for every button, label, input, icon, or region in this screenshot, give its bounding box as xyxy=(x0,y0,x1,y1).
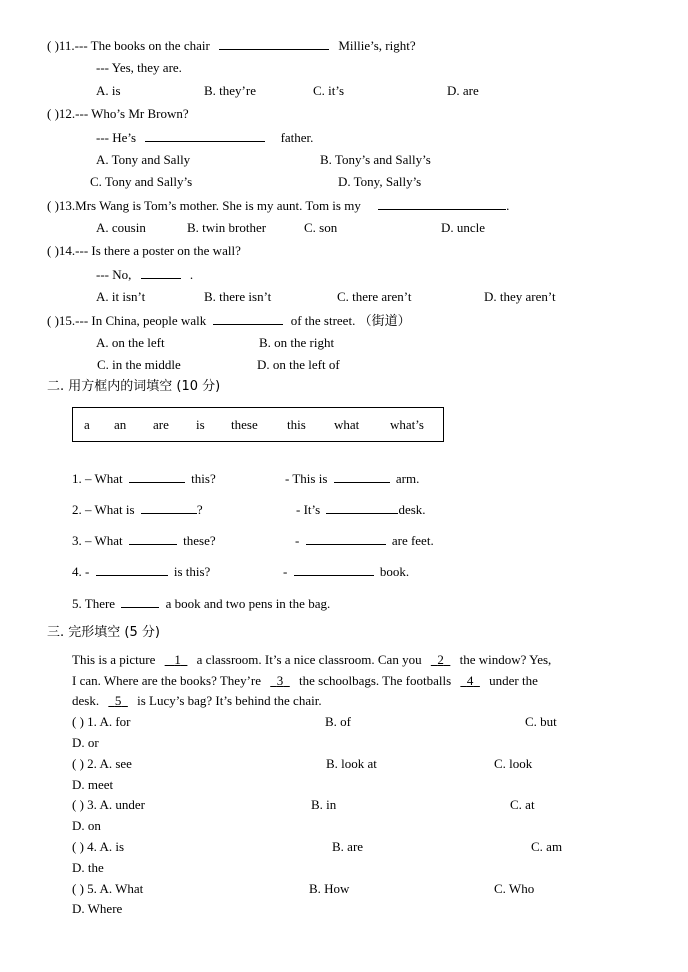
cloze-passage-line-3 xyxy=(72,693,322,709)
q13-end: . xyxy=(506,198,510,213)
word-bank-word: a xyxy=(84,417,90,432)
q14-option-c: C. there aren’t xyxy=(337,289,412,304)
word-bank-box xyxy=(72,407,444,442)
q15-option-d: D. on the left of xyxy=(257,357,340,372)
section-2-heading: 二. 用方框内的词填空 (10 分) xyxy=(47,379,221,394)
q14-option-d: D. they aren’t xyxy=(484,289,556,304)
fill-text: are feet. xyxy=(391,533,434,548)
fill-item-2-response xyxy=(296,501,426,518)
fill-text: is this? xyxy=(173,564,211,579)
fill-text: ? xyxy=(196,502,203,517)
fill-text: these? xyxy=(183,533,216,548)
cloze-text: This is a picture xyxy=(72,652,156,667)
cloze-option-1-b: B. of xyxy=(325,714,351,729)
fill-blank[interactable] xyxy=(129,470,185,483)
fill-item-3-response xyxy=(295,532,434,549)
q12-answer-blank[interactable] xyxy=(145,129,265,142)
q14-option-a: A. it isn’t xyxy=(96,289,146,304)
question-13-stem xyxy=(47,197,509,214)
cloze-option-3-c: C. at xyxy=(510,797,535,812)
word-bank-word: an xyxy=(114,417,127,432)
q15-option-a: A. on the left xyxy=(96,335,165,350)
q14-reply-pre: --- No, xyxy=(96,267,132,282)
word-bank-word: this xyxy=(287,417,306,432)
fill-text: 2. – What is xyxy=(72,502,135,517)
q12-option-c: C. Tony and Sally’s xyxy=(90,174,193,189)
fill-blank[interactable] xyxy=(334,470,390,483)
fill-item-3-question xyxy=(72,532,216,549)
fill-item-1-question xyxy=(72,470,216,487)
q11-option-d: D. are xyxy=(447,83,479,98)
q12-reply-post: father. xyxy=(280,130,314,145)
fill-blank[interactable] xyxy=(141,501,197,514)
fill-text: 3. – What xyxy=(72,533,123,548)
q11-option-b: B. they’re xyxy=(204,83,256,98)
cloze-option-4-b: B. are xyxy=(332,839,364,854)
cloze-option-3-d: D. on xyxy=(72,818,101,833)
fill-item-4-question xyxy=(72,563,210,580)
fill-text: 4. - xyxy=(72,564,90,579)
word-bank-word: what xyxy=(334,417,360,432)
fill-item-1-response xyxy=(285,470,419,487)
fill-text: 1. – What xyxy=(72,471,123,486)
q11-option-c: C. it’s xyxy=(313,83,345,98)
cloze-passage-line-1 xyxy=(72,652,551,668)
fill-blank[interactable] xyxy=(129,532,177,545)
cloze-text: under the xyxy=(489,673,538,688)
cloze-option-4-c: C. am xyxy=(531,839,563,854)
fill-blank[interactable] xyxy=(121,595,159,608)
q12-reply-pre: --- He’s xyxy=(96,130,137,145)
q11-tail-text: Millie’s, right? xyxy=(338,38,416,53)
q11-option-a: A. is xyxy=(96,83,121,98)
cloze-text: the window? Yes, xyxy=(459,652,552,667)
fill-text: this? xyxy=(191,471,216,486)
fill-text: - xyxy=(295,533,300,548)
cloze-blank-number: 5 xyxy=(114,693,122,708)
fill-text: desk. xyxy=(398,502,426,517)
fill-blank[interactable] xyxy=(294,563,374,576)
q11-reply: --- Yes, they are. xyxy=(96,60,182,75)
q12-option-b: B. Tony’s and Sally’s xyxy=(320,152,431,167)
q13-option-c: C. son xyxy=(304,220,338,235)
question-12-stem: ( )12.--- Who’s Mr Brown? xyxy=(47,106,189,121)
q15-stem-text: ( )15.--- In China, people walk xyxy=(47,313,207,328)
q15-tail-text: of the street. （街道） xyxy=(290,313,411,328)
cloze-option-2-b: B. look at xyxy=(326,756,377,771)
cloze-option-3-a: ( ) 3. A. under xyxy=(72,797,145,812)
cloze-option-5-d: D. Where xyxy=(72,901,123,916)
cloze-blank-number: 3 xyxy=(276,673,284,688)
section-3-heading: 三. 完形填空 (5 分) xyxy=(47,625,160,640)
cloze-text: the schoolbags. The footballs xyxy=(299,673,452,688)
word-bank-word: is xyxy=(196,417,205,432)
cloze-text: desk. xyxy=(72,693,100,708)
q14-reply-post: . xyxy=(189,267,194,282)
fill-item-5-question xyxy=(72,595,330,612)
q13-stem-text: ( )13.Mrs Wang is Tom’s mother. She is my aunt. Tom is my xyxy=(47,198,361,213)
cloze-option-4-a: ( ) 4. A. is xyxy=(72,839,124,854)
cloze-passage-line-2 xyxy=(72,673,538,689)
fill-blank[interactable] xyxy=(326,501,398,514)
cloze-option-1-a: ( ) 1. A. for xyxy=(72,714,131,729)
q13-option-d: D. uncle xyxy=(441,220,486,235)
cloze-option-2-d: D. meet xyxy=(72,777,114,792)
word-bank-word: these xyxy=(231,417,258,432)
fill-text: arm. xyxy=(395,471,420,486)
q12-option-d: D. Tony, Sally’s xyxy=(338,174,422,189)
q13-option-b: B. twin brother xyxy=(187,220,267,235)
fill-text: a book and two pens in the bag. xyxy=(165,596,331,611)
q15-option-c: C. in the middle xyxy=(97,357,181,372)
cloze-option-3-b: B. in xyxy=(311,797,337,812)
q14-reply xyxy=(96,266,193,283)
fill-text: - This is xyxy=(285,471,328,486)
fill-item-4-response xyxy=(283,563,409,580)
cloze-option-5-b: B. How xyxy=(309,881,350,896)
fill-item-2-question xyxy=(72,501,203,518)
fill-blank[interactable] xyxy=(306,532,386,545)
q13-option-a: A. cousin xyxy=(96,220,146,235)
fill-blank[interactable] xyxy=(96,563,168,576)
cloze-blank-number: 1 xyxy=(174,652,181,667)
q15-option-b: B. on the right xyxy=(259,335,335,350)
cloze-text: a classroom. It’s a nice classroom. Can you xyxy=(196,652,422,667)
cloze-option-1-c: C. but xyxy=(525,714,557,729)
question-14-stem: ( )14.--- Is there a poster on the wall? xyxy=(47,243,241,258)
cloze-option-2-c: C. look xyxy=(494,756,533,771)
fill-text: - It’s xyxy=(296,502,321,517)
word-bank-word: are xyxy=(153,417,169,432)
fill-text: book. xyxy=(379,564,410,579)
q11-stem-text: ( )11.--- The books on the chair xyxy=(47,38,210,53)
q15-answer-blank[interactable] xyxy=(213,312,283,325)
cloze-text: I can. Where are the books? They’re xyxy=(72,673,262,688)
q14-option-b: B. there isn’t xyxy=(204,289,272,304)
word-bank-word: what’s xyxy=(390,417,424,432)
q12-option-a: A. Tony and Sally xyxy=(96,152,191,167)
question-11-stem xyxy=(47,37,416,54)
q14-answer-blank[interactable] xyxy=(141,266,181,279)
cloze-option-2-a: ( ) 2. A. see xyxy=(72,756,132,771)
cloze-option-5-c: C. Who xyxy=(494,881,535,896)
fill-text: 5. There xyxy=(72,596,116,611)
cloze-option-1-d: D. or xyxy=(72,735,99,750)
cloze-option-5-a: ( ) 5. A. What xyxy=(72,881,144,896)
cloze-blank-number: 2 xyxy=(437,652,444,667)
cloze-option-4-d: D. the xyxy=(72,860,104,875)
q13-answer-blank[interactable] xyxy=(378,197,506,210)
q12-reply xyxy=(96,129,313,146)
question-15-stem xyxy=(47,312,411,329)
cloze-text: is Lucy’s bag? It’s behind the chair. xyxy=(137,693,322,708)
fill-text: - xyxy=(283,564,288,579)
cloze-blank-number: 4 xyxy=(466,673,474,688)
q11-answer-blank[interactable] xyxy=(219,37,329,50)
